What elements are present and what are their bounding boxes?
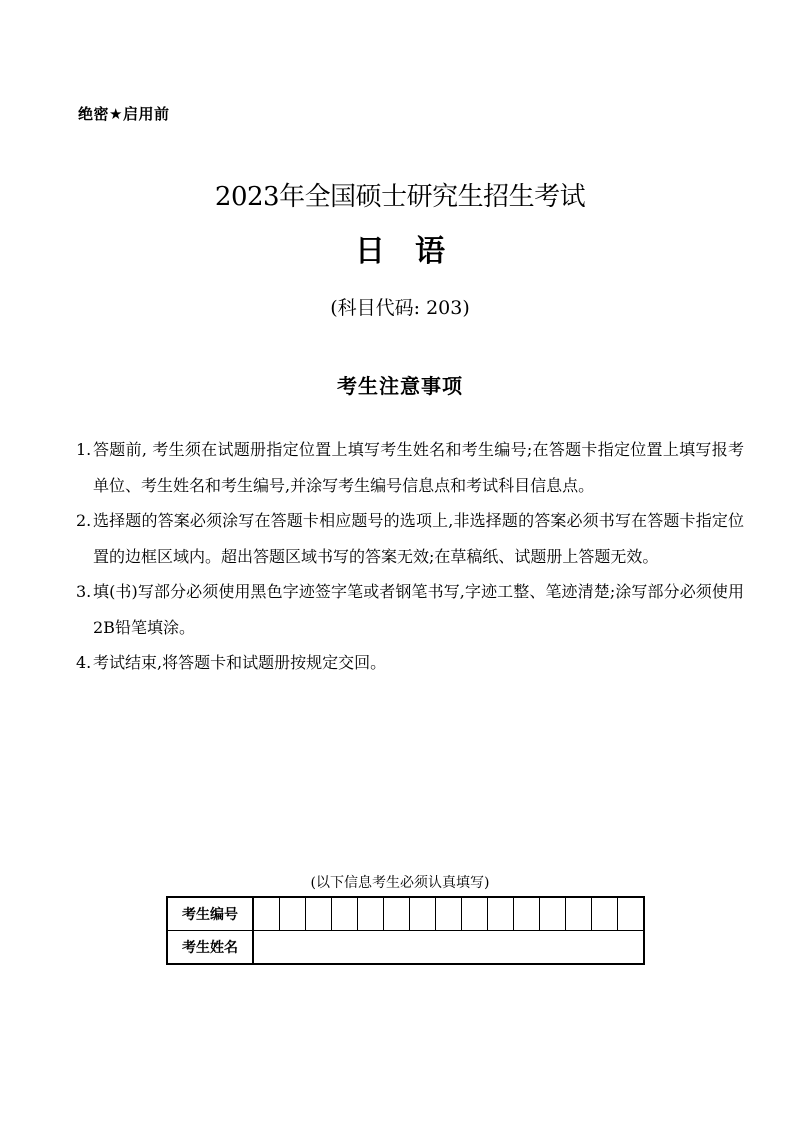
- candidate-number-cell[interactable]: [306, 897, 332, 931]
- candidate-number-row: [167, 897, 644, 931]
- candidate-name-field[interactable]: [253, 931, 644, 965]
- candidate-number-cell[interactable]: [280, 897, 306, 931]
- candidate-number-cell[interactable]: [358, 897, 384, 931]
- candidate-number-cell[interactable]: [540, 897, 566, 931]
- candidate-name-row: [167, 931, 644, 965]
- candidate-name-label: 考生姓名: [167, 931, 253, 965]
- candidate-number-cell[interactable]: [384, 897, 410, 931]
- notice-item: [76, 645, 744, 681]
- confidential-mark: 绝密★启用前: [78, 105, 170, 123]
- notice-item-text: 考试结束,将答题卡和试题册按规定交回。: [93, 653, 387, 672]
- candidate-number-cell[interactable]: [462, 897, 488, 931]
- notice-list: [76, 432, 744, 681]
- candidate-number-label: 考生编号: [167, 897, 253, 931]
- notice-item-text: 选择题的答案必须涂写在答题卡相应题号的选项上,非选择题的答案必须书写在答题卡指定位置的边框区域内。超出答题区域书写的答案无效;在草稿纸、试题册上答题无效。: [93, 511, 744, 566]
- notice-item: [76, 503, 744, 574]
- notice-item: [76, 574, 744, 645]
- candidate-number-cell[interactable]: [253, 897, 280, 931]
- notice-item-number: 3.: [76, 582, 92, 601]
- candidate-number-cell[interactable]: [566, 897, 592, 931]
- exam-title: 2023年全国硕士研究生招生考试: [214, 182, 586, 212]
- candidate-number-cell[interactable]: [514, 897, 540, 931]
- candidate-info-caption: (以下信息考生必须认真填写): [310, 875, 490, 891]
- notice-item: [76, 432, 744, 503]
- candidate-info-table: [166, 896, 645, 965]
- notice-item-number: 4.: [76, 653, 92, 672]
- candidate-number-cell[interactable]: [592, 897, 618, 931]
- notice-item-text: 答题前, 考生须在试题册指定位置上填写考生姓名和考生编号;在答题卡指定位置上填写报考单位、考生姓名和考生编号,并涂写考生编号信息点和考试科目信息点。: [93, 440, 744, 495]
- notice-heading: 考生注意事项: [337, 374, 463, 398]
- notice-item-number: 1.: [76, 440, 92, 459]
- subject-title: 日语: [355, 234, 475, 269]
- candidate-number-cell[interactable]: [436, 897, 462, 931]
- subject-code: (科目代码: 203): [330, 297, 470, 319]
- candidate-number-cell[interactable]: [618, 897, 645, 931]
- candidate-number-cell[interactable]: [332, 897, 358, 931]
- candidate-number-cell[interactable]: [488, 897, 514, 931]
- candidate-number-cell[interactable]: [410, 897, 436, 931]
- notice-item-number: 2.: [76, 511, 92, 530]
- notice-item-text: 填(书)写部分必须使用黑色字迹签字笔或者钢笔书写,字迹工整、笔迹清楚;涂写部分必须使用2B铅笔填涂。: [93, 582, 744, 637]
